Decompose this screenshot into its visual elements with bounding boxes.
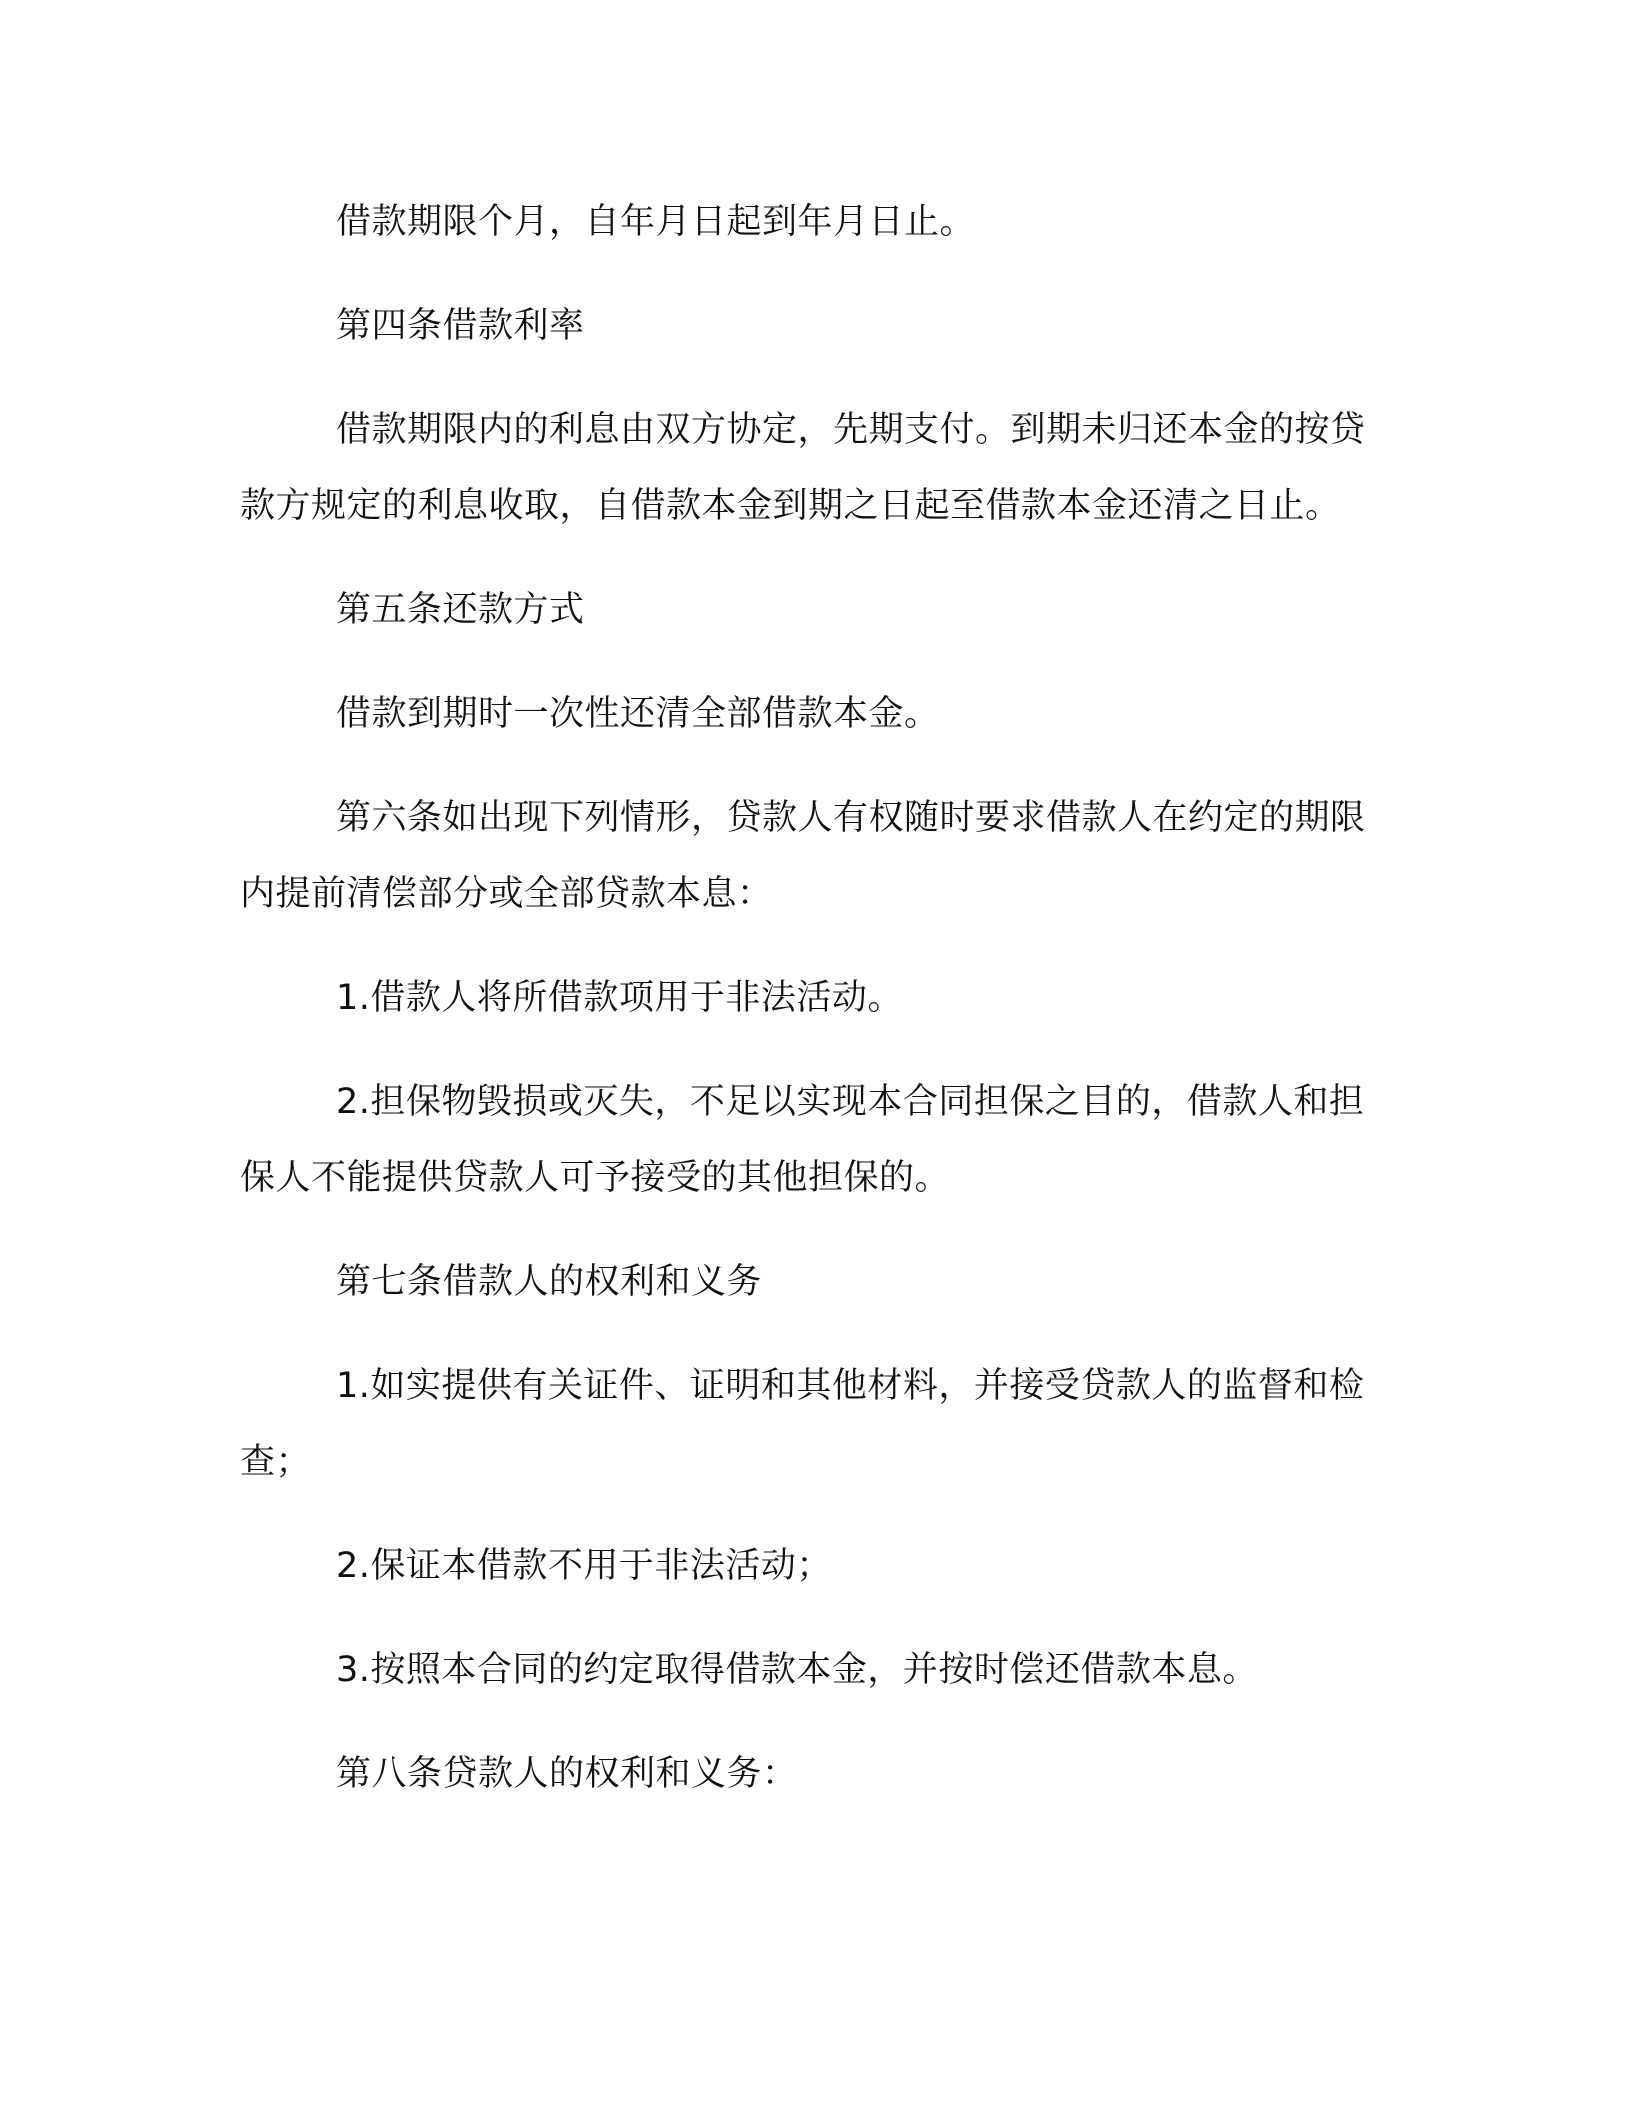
list-item-article-7-3: 3.按照本合同的约定取得借款本金，并按时偿还借款本息。 xyxy=(336,1650,1258,1690)
paragraph-loan-term: 借款期限个月，自年月日起到年月日止。 xyxy=(336,202,976,242)
paragraph-article-6: 第六条如出现下列情形，贷款人有权随时要求借款人在约定的期限内提前清偿部分或全部贷款本息： xyxy=(240,798,1366,914)
heading-article-5: 第五条还款方式 xyxy=(336,590,585,630)
list-item-article-7-1: 1.如实提供有关证件、证明和其他材料，并接受贷款人的监督和检查； xyxy=(240,1366,1365,1482)
list-item-article-6-2: 2.担保物毁损或灭失，不足以实现本合同担保之目的，借款人和担保人不能提供贷款人可予接受的其他担保的。 xyxy=(240,1082,1365,1198)
list-item-article-7-2: 2.保证本借款不用于非法活动； xyxy=(336,1546,832,1586)
heading-article-8: 第八条贷款人的权利和义务： xyxy=(336,1754,798,1794)
paragraph-repayment: 借款到期时一次性还清全部借款本金。 xyxy=(336,694,940,734)
heading-article-4: 第四条借款利率 xyxy=(336,306,585,346)
paragraph-interest: 借款期限内的利息由双方协定，先期支付。到期未归还本金的按贷款方规定的利息收取，自借款本金到期之日起至借款本金还清之日止。 xyxy=(240,410,1366,526)
list-item-article-6-1: 1.借款人将所借款项用于非法活动。 xyxy=(336,978,903,1018)
document-body xyxy=(240,184,1380,1840)
heading-article-7: 第七条借款人的权利和义务 xyxy=(336,1262,763,1302)
